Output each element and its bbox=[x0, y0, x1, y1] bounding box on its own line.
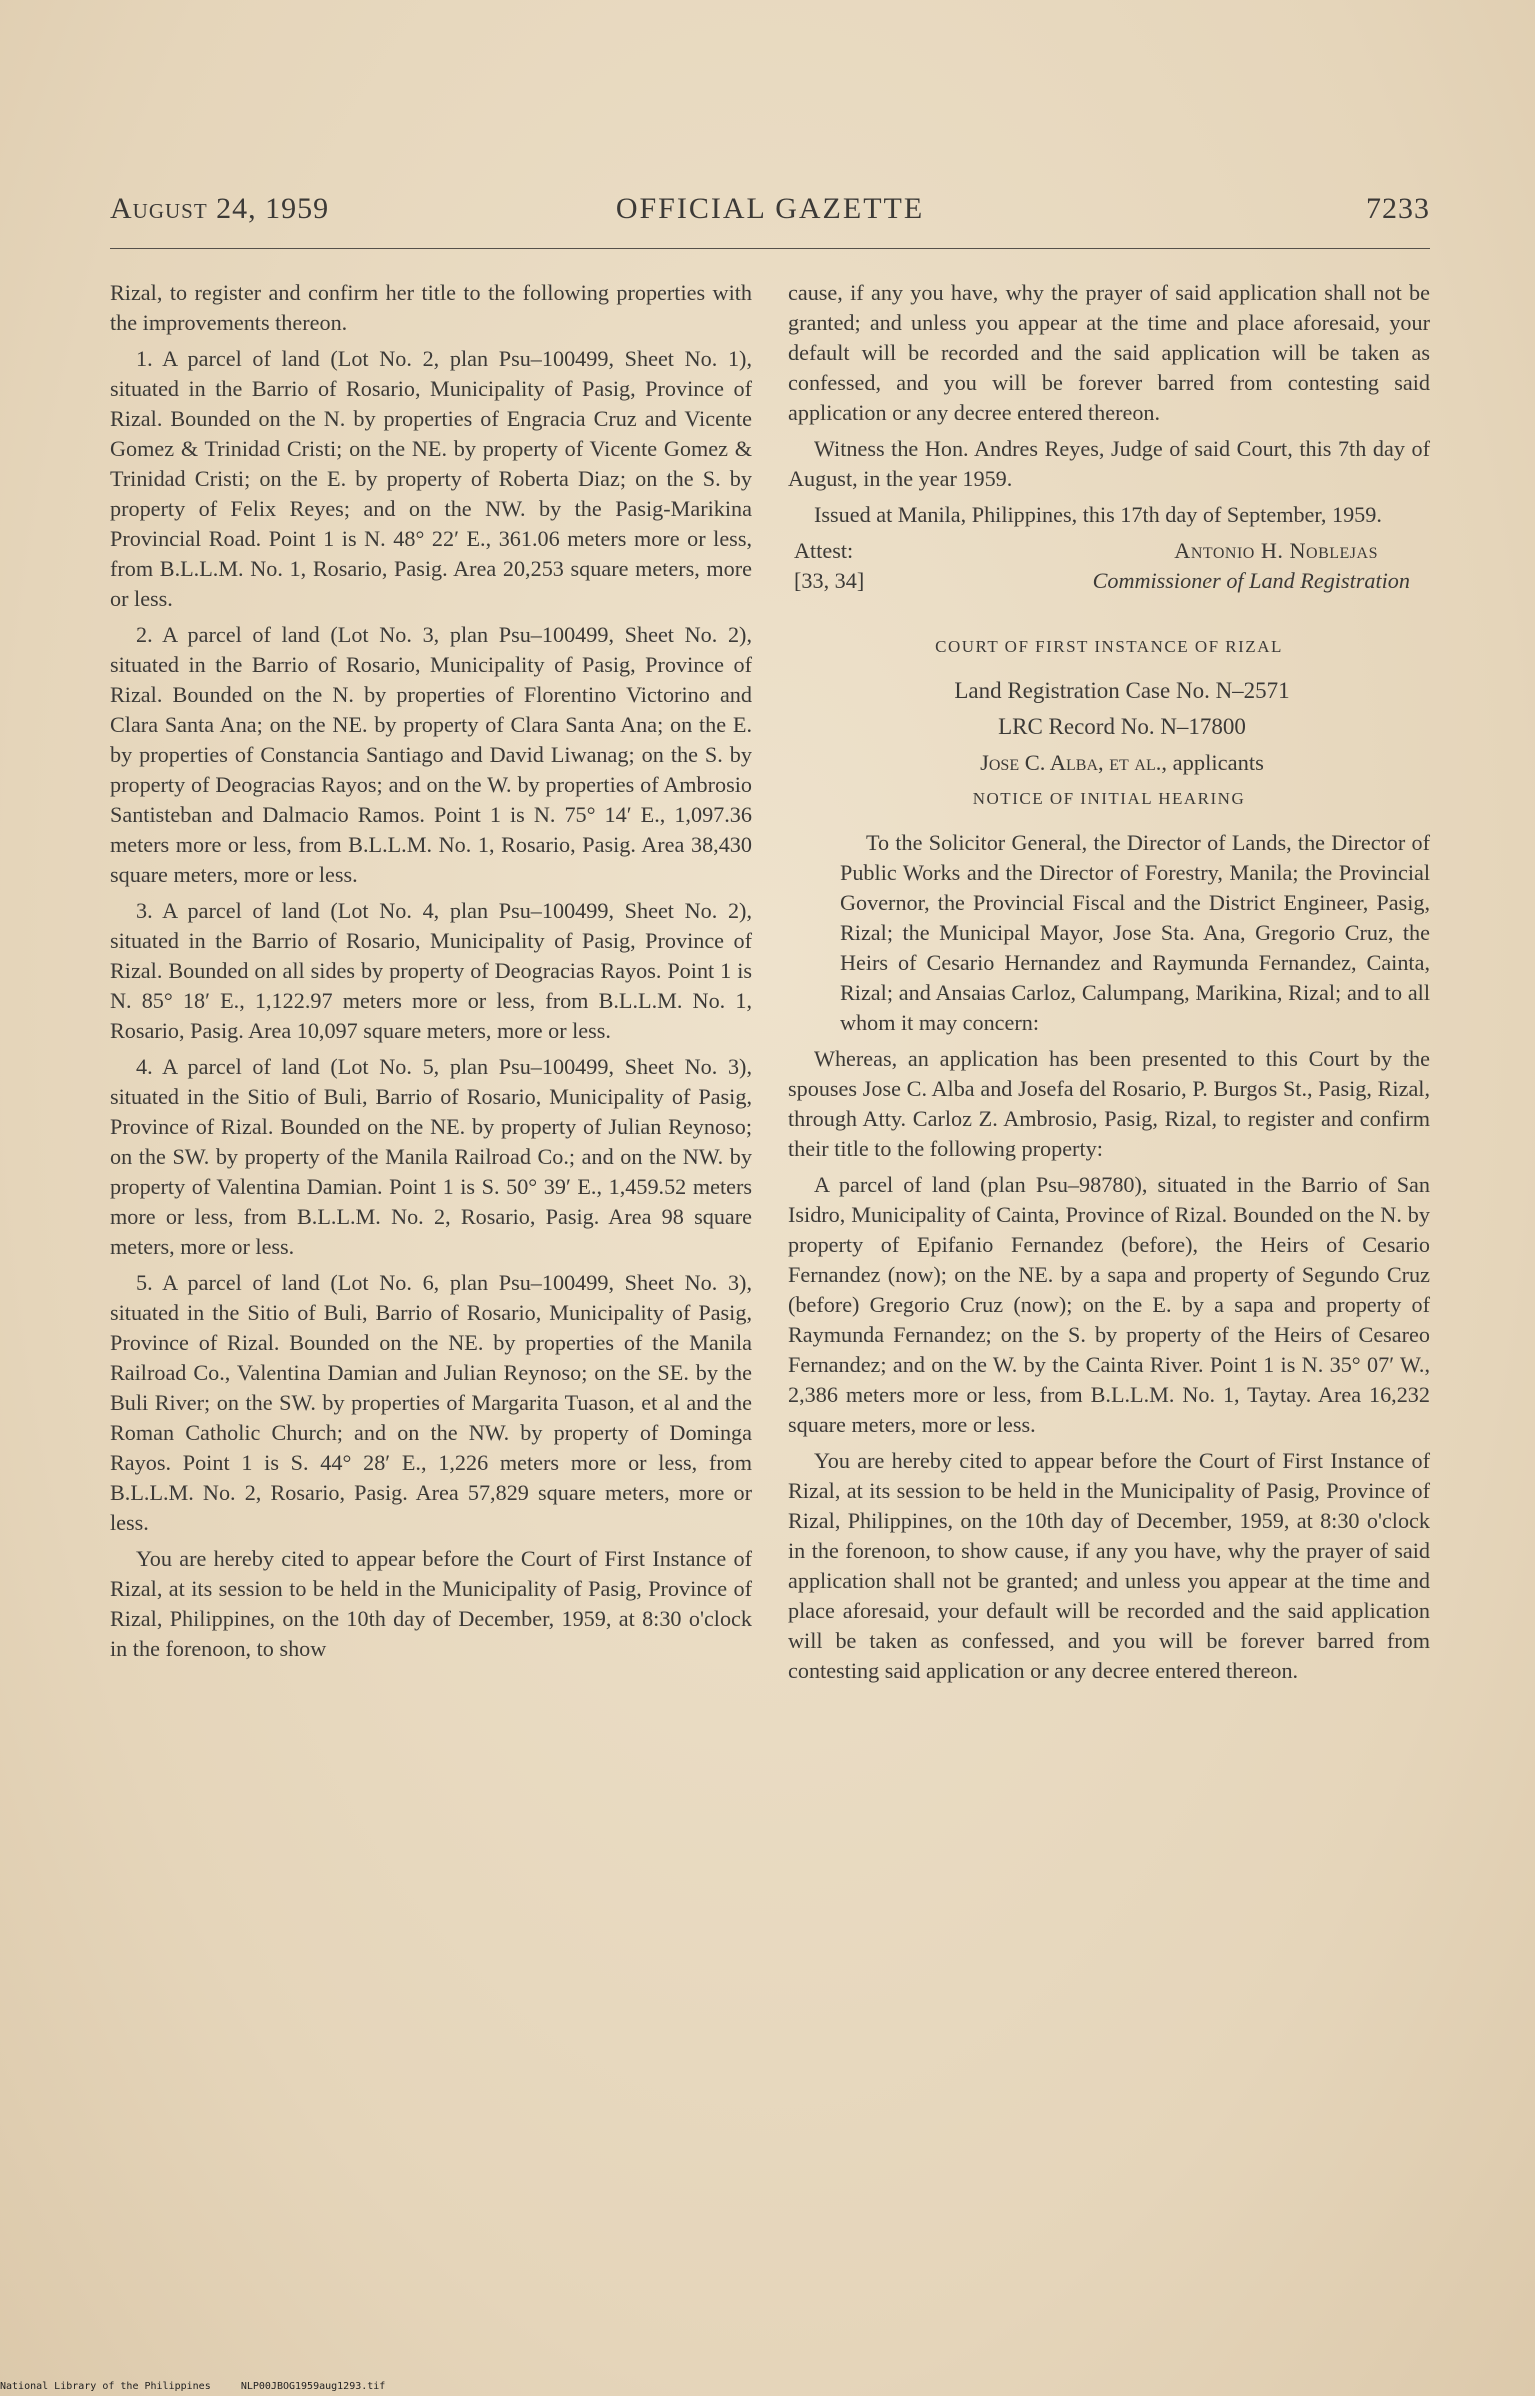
scan-footer: National Library of the Philippines NLP00JBOG1959aug1293.tif bbox=[0, 2381, 386, 2392]
applicants-suffix: applicants bbox=[1167, 750, 1264, 775]
parcel-paragraph: 5. A parcel of land (Lot No. 6, plan Psu–100499, Sheet No. 3), situated in the Sitio of Buli, Barrio of Rosario, Municipality of Pasig, Province of Rizal. Bounded on the NE. by properties of the Manila Railroad Co., Valentina Damian and Julian Reynoso; on the SE. by the Buli River; on the SW. by properties of Margarita Tuason, et al and the Roman Catholic Church; and on the NW. by property of Dominga Rayos. Point 1 is S. 44° 28′ E., 1,226 meters more or less, from B.L.L.M. No. 2, Rosario, Pasig. Area 57,829 square meters, more or less. bbox=[110, 1270, 752, 1535]
parcel-paragraph: 1. A parcel of land (Lot No. 2, plan Psu–100499, Sheet No. 1), situated in the Barrio of Rosario, Municipality of Pasig, Province of Rizal. Bounded on the N. by properties of Engracia Cruz and Vicente Gomez & Trinidad Cristi; on the NE. by property of Vicente Gomez & Trinidad Cristi; on the E. by property of Roberta Diaz; on the S. by property of Felix Reyes; and on the NW. by the Pasig-Marikina Provincial Road. Point 1 is N. 48° 22′ E., 361.06 meters more or less, from B.L.L.M. No. 1, Rosario, Pasig. Area 20,253 square meters, more or less. bbox=[110, 346, 752, 611]
page-header bbox=[110, 192, 1430, 236]
attest-role: Commissioner of Land Registration bbox=[1092, 568, 1410, 593]
applicants-name: Jose C. Alba, et al., bbox=[980, 750, 1167, 775]
parcel-paragraph: A parcel of land (plan Psu–98780), situated in the Barrio of San Isidro, Municipality of Cainta, Province of Rizal. Bounded on the N. by property of Epifanio Fernandez (before), the Heirs of Cesario Fernandez (now); on the NE. by a sapa and property of Segundo Cruz (before) Gregorio Cruz (now); on the E. by a sapa and property of Raymunda Fernandez; on the S. by property of the Heirs of Cesareo Fernandez; and on the W. by the Cainta River. Point 1 is N. 35° 07′ W., 2,386 meters more or less, from B.L.L.M. No. 1, Taytay. Area 16,232 square meters, more or less. bbox=[788, 1172, 1430, 1437]
page-number: 7233 bbox=[1366, 192, 1430, 225]
case-number: Land Registration Case No. N–2571 bbox=[954, 678, 1290, 703]
whereas-paragraph: Whereas, an application has been presented to this Court by the spouses Jose C. Alba and Josefa del Rosario, P. Burgos St., Pasig, Rizal, through Atty. Carloz Z. Ambrosio, Pasig, Rizal, to register and confirm their title to the following property: bbox=[788, 1046, 1430, 1161]
paragraph: cause, if any you have, why the prayer of said application shall not be granted; and unless you appear at the time and place aforesaid, your default will be recorded and the said application will be taken as confessed, and you will be forever barred from contesting said application or any decree entered thereon. bbox=[788, 280, 1430, 425]
parcel-paragraph: 3. A parcel of land (Lot No. 4, plan Psu–100499, Sheet No. 2), situated in the Barrio of Rosario, Municipality of Pasig, Province of Rizal. Bounded on all sides by property of Deogracias Rayos. Point 1 is N. 85° 18′ E., 1,122.97 meters more or less, from B.L.L.M. No. 1, Rosario, Pasig. Area 10,097 square meters, more or less. bbox=[110, 898, 752, 1043]
right-column bbox=[788, 278, 1430, 1692]
citation-paragraph: You are hereby cited to appear before the Court of First Instance of Rizal, at its session to be held in the Municipality of Pasig, Province of Rizal, Philippines, on the 10th day of December, 1959, at 8:30 o'clock in the forenoon, to show bbox=[110, 1546, 752, 1661]
parcel-paragraph: 4. A parcel of land (Lot No. 5, plan Psu–100499, Sheet No. 3), situated in the Sitio of Buli, Barrio of Rosario, Municipality of Pasig, Province of Rizal. Bounded on the NE. by property of Julian Reynoso; on the SW. by property of the Manila Railroad Co.; and on the NW. by property of Valentina Damian. Point 1 is S. 50° 39′ E., 1,459.52 meters more or less, from B.L.L.M. No. 2, Rosario, Pasig. Area 98 square meters, more or less. bbox=[110, 1054, 752, 1259]
addressee-paragraph: To the Solicitor General, the Director of Lands, the Director of Public Works and the Director of Forestry, Manila; the Provincial Governor, the Provincial Fiscal and the District Engineer, Pasig, Rizal; the Municipal Mayor, Jose Sta. Ana, Gregorio Cruz, the Heirs of Cesario Hernandez and Raymunda Fernandez, Cainta, Rizal; and Ansaias Carloz, Calumpang, Marikina, Rizal; and to all whom it may concern: bbox=[840, 830, 1430, 1035]
parcel-paragraph: 2. A parcel of land (Lot No. 3, plan Psu–100499, Sheet No. 2), situated in the Barrio of Rosario, Municipality of Pasig, Province of Rizal. Bounded on the N. by properties of Florentino Victorino and Clara Santa Ana; on the NE. by property of Clara Santa Ana; on the E. by properties of Constancia Santiago and David Liwanag; on the S. by property of Deogracias Rayos; and on the W. by properties of Ambrosio Santisteban and Dalmacio Ramos. Point 1 is N. 75° 14′ E., 1,097.36 meters more or less, from B.L.L.M. No. 1, Rosario, Pasig. Area 38,430 square meters, more or less. bbox=[110, 622, 752, 887]
attest-label: Attest: bbox=[794, 538, 854, 563]
court-heading: COURT OF FIRST INSTANCE OF RIZAL bbox=[935, 637, 1283, 656]
left-column bbox=[110, 278, 752, 1670]
paragraph: Rizal, to register and confirm her title to the following properties with the improvements thereon. bbox=[110, 280, 752, 335]
attestation-block bbox=[788, 536, 1430, 596]
issued-paragraph: Issued at Manila, Philippines, this 17th day of September, 1959. bbox=[814, 502, 1382, 527]
issue-reference: [33, 34] bbox=[794, 568, 865, 593]
notice-heading: NOTICE OF INITIAL HEARING bbox=[972, 789, 1246, 808]
header-rule bbox=[110, 248, 1430, 249]
witness-paragraph: Witness the Hon. Andres Reyes, Judge of said Court, this 7th day of August, in the year 1959. bbox=[788, 436, 1430, 491]
record-number: LRC Record No. N–17800 bbox=[998, 714, 1246, 739]
issue-date: August 24, 1959 bbox=[110, 192, 330, 225]
citation-paragraph: You are hereby cited to appear before the Court of First Instance of Rizal, at its session to be held in the Municipality of Pasig, Province of Rizal, Philippines, on the 10th day of December, 1959, at 8:30 o'clock in the forenoon, to show cause, if any you have, why the prayer of said application shall not be granted; and unless you appear at the time and place aforesaid, your default will be recorded and the said application will be taken as confessed, and you will be forever barred from contesting said application or any decree entered thereon. bbox=[788, 1448, 1430, 1683]
attest-name: Antonio H. Noblejas bbox=[1174, 538, 1378, 563]
applicants-line bbox=[788, 748, 1430, 778]
publication-title: OFFICIAL GAZETTE bbox=[615, 192, 925, 225]
